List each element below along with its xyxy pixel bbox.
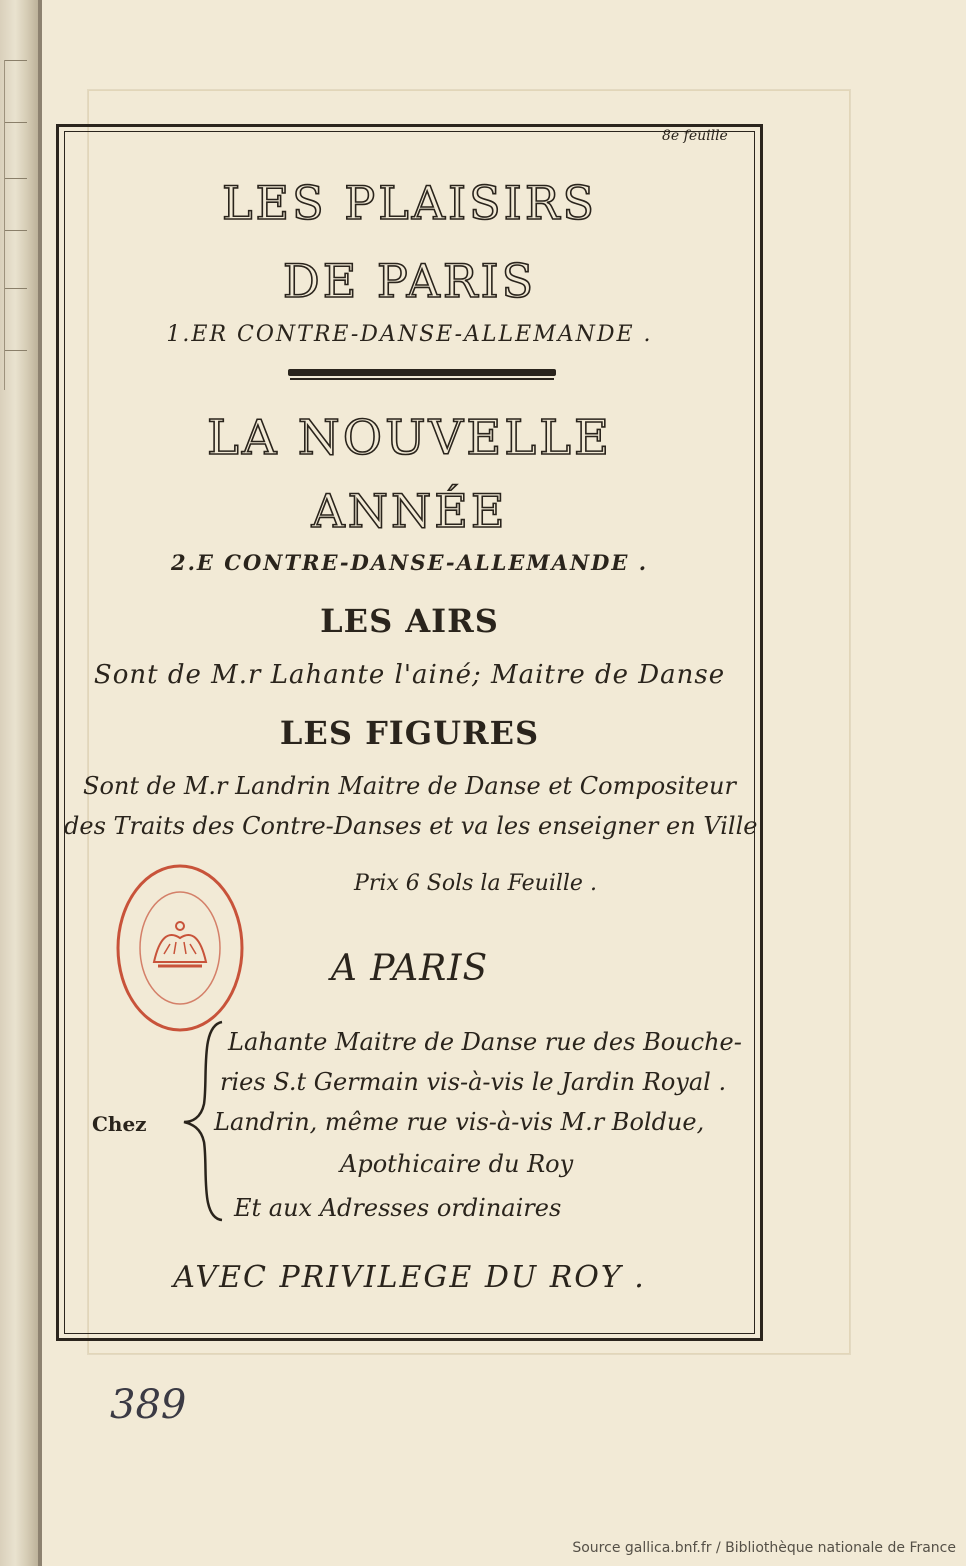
subtitle-1: 1.ER CONTRE-DANSE-ALLEMANDE .	[166, 322, 653, 347]
title-line-2: DE PARIS	[282, 254, 537, 308]
figures-credit-line-2: des Traits des Contre-Danses et va les enseigner en Ville	[64, 812, 758, 840]
title-line-1: LES PLAISIRS	[222, 176, 597, 230]
title-line-3: LA NOUVELLE	[206, 410, 613, 466]
previous-leaf-rules	[4, 60, 27, 390]
address-line: Lahante Maitre de Danse rue des Bouche-	[228, 1028, 742, 1056]
address-line: ries S.t Germain vis-à-vis le Jardin Royal .	[220, 1068, 727, 1096]
sheet-note: 8e feuille	[662, 128, 728, 144]
source-credit: Source gallica.bnf.fr / Bibliothèque nationale de France	[572, 1540, 956, 1556]
library-stamp-icon	[114, 862, 246, 1034]
figures-credit-line-1: Sont de M.r Landrin Maitre de Danse et Compositeur	[83, 772, 736, 800]
address-line: Landrin, même rue vis-à-vis M.r Boldue,	[214, 1108, 705, 1136]
divider-rule-lower	[290, 378, 554, 380]
address-line: Apothicaire du Roy	[340, 1150, 574, 1178]
airs-heading: LES AIRS	[320, 602, 499, 640]
royal-privilege: AVEC PRIVILEGE DU ROY .	[173, 1260, 646, 1295]
chez-label: Chez	[92, 1112, 147, 1136]
place-heading: A PARIS	[330, 948, 489, 989]
subtitle-2: 2.E CONTRE-DANSE-ALLEMANDE .	[170, 550, 648, 575]
title-line-4: ANNÉE	[311, 484, 508, 538]
figures-heading: LES FIGURES	[279, 714, 540, 752]
price: Prix 6 Sols la Feuille .	[354, 871, 597, 896]
address-line: Et aux Adresses ordinaires	[234, 1194, 562, 1222]
divider-rule	[288, 369, 556, 376]
airs-credit: Sont de M.r Lahante l'ainé; Maitre de Danse	[93, 660, 726, 690]
handwritten-shelfmark: 389	[110, 1382, 187, 1428]
